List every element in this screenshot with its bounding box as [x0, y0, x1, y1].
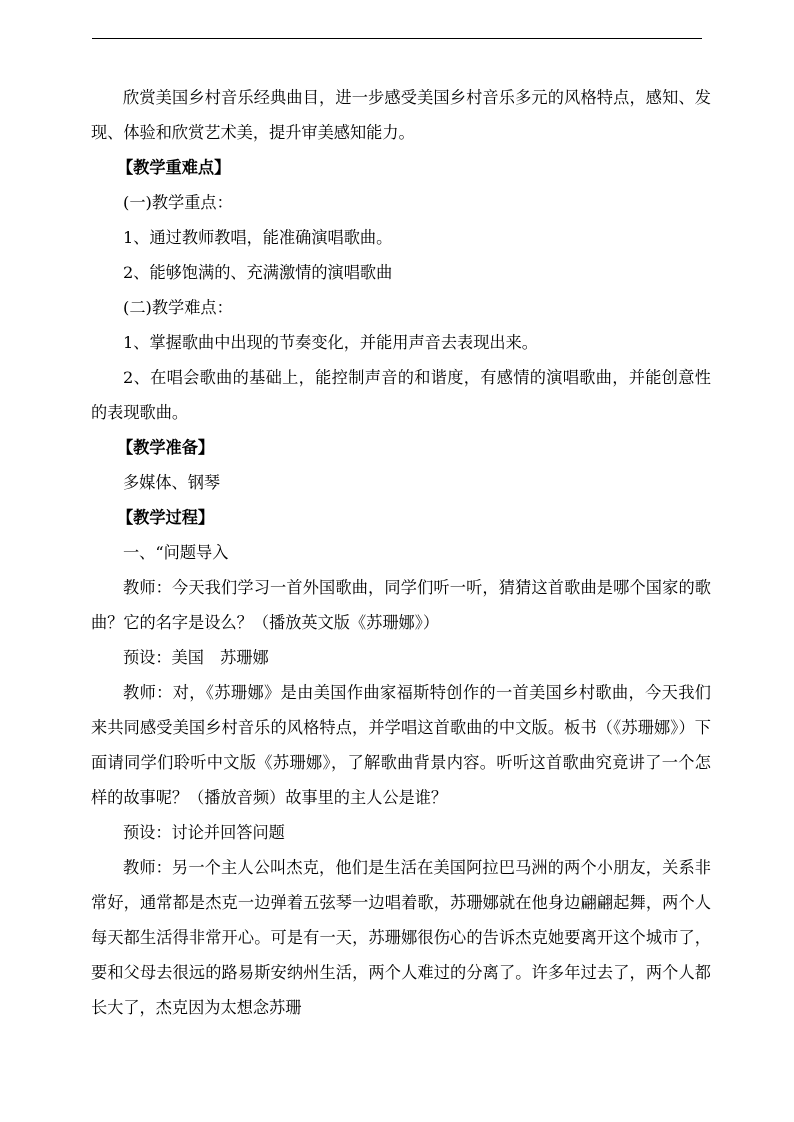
paragraph-objective: 欣赏美国乡村音乐经典曲目，进一步感受美国乡村音乐多元的风格特点，感知、发现、体验和欣赏艺术美，提升审美感知能力。 — [91, 88, 711, 142]
heading-key-points: 【教学重难点】 — [117, 158, 231, 177]
paragraph-difficulty-1: 1、掌握歌曲中出现的节奏变化，并能用声音去表现出来。 — [123, 333, 538, 352]
paragraph-preset-2: 预设：讨论并回答问题 — [123, 823, 285, 842]
heading-preparation: 【教学准备】 — [117, 438, 215, 457]
paragraph-key-point-1: 1、通过教师教唱，能准确演唱歌曲。 — [123, 228, 393, 247]
heading-process: 【教学过程】 — [117, 508, 215, 527]
paragraph-teacher-1: 教师：今天我们学习一首外国歌曲，同学们听一听，猜猜这首歌曲是哪个国家的歌曲？它的名字是设么？（播放英文版《苏珊娜》） — [91, 578, 711, 632]
paragraph-step-1-title: 一、“问题导入 — [123, 543, 229, 562]
paragraph-difficulty-title: (二)教学难点： — [123, 298, 233, 317]
paragraph-teacher-3: 教师：另一个主人公叫杰克，他们是生活在美国阿拉巴马洲的两个小朋友，关系非常好，通常都是杰克一边弹着五弦琴一边唱着歌，苏珊娜就在他身边翩翩起舞，两个人每天都生活得非常开心。可是有一天，苏珊娜很伤心的告诉杰克她要离开这个城市了，要和父母去很远的路易斯安纳州生活，两个人难过的分离了。许多年过去了，两个人都长大了，杰克因为太想念苏珊 — [91, 858, 711, 1017]
document-body — [91, 80, 711, 1025]
paragraph-preset-1: 预设：美国 苏珊娜 — [123, 648, 269, 667]
paragraph-difficulty-2: 2、在唱会歌曲的基础上，能控制声音的和谐度，有感情的演唱歌曲，并能创意性的表现歌曲。 — [91, 368, 711, 422]
paragraph-preparation: 多媒体、钢琴 — [123, 473, 221, 492]
paragraph-key-point-title: (一)教学重点： — [123, 193, 233, 212]
header-rule — [92, 38, 702, 39]
paragraph-key-point-2: 2、能够饱满的、充满激情的演唱歌曲 — [123, 263, 393, 282]
paragraph-teacher-2: 教师：对，《苏珊娜》是由美国作曲家福斯特创作的一首美国乡村歌曲，今天我们来共同感受美国乡村音乐的风格特点，并学唱这首歌曲的中文版。板书（《苏珊娜》）下面请同学们聆听中文版《苏珊娜》，了解歌曲背景内容。听听这首歌曲究竟讲了一个怎样的故事呢？（播放音频）故事里的主人公是谁？ — [91, 683, 711, 807]
